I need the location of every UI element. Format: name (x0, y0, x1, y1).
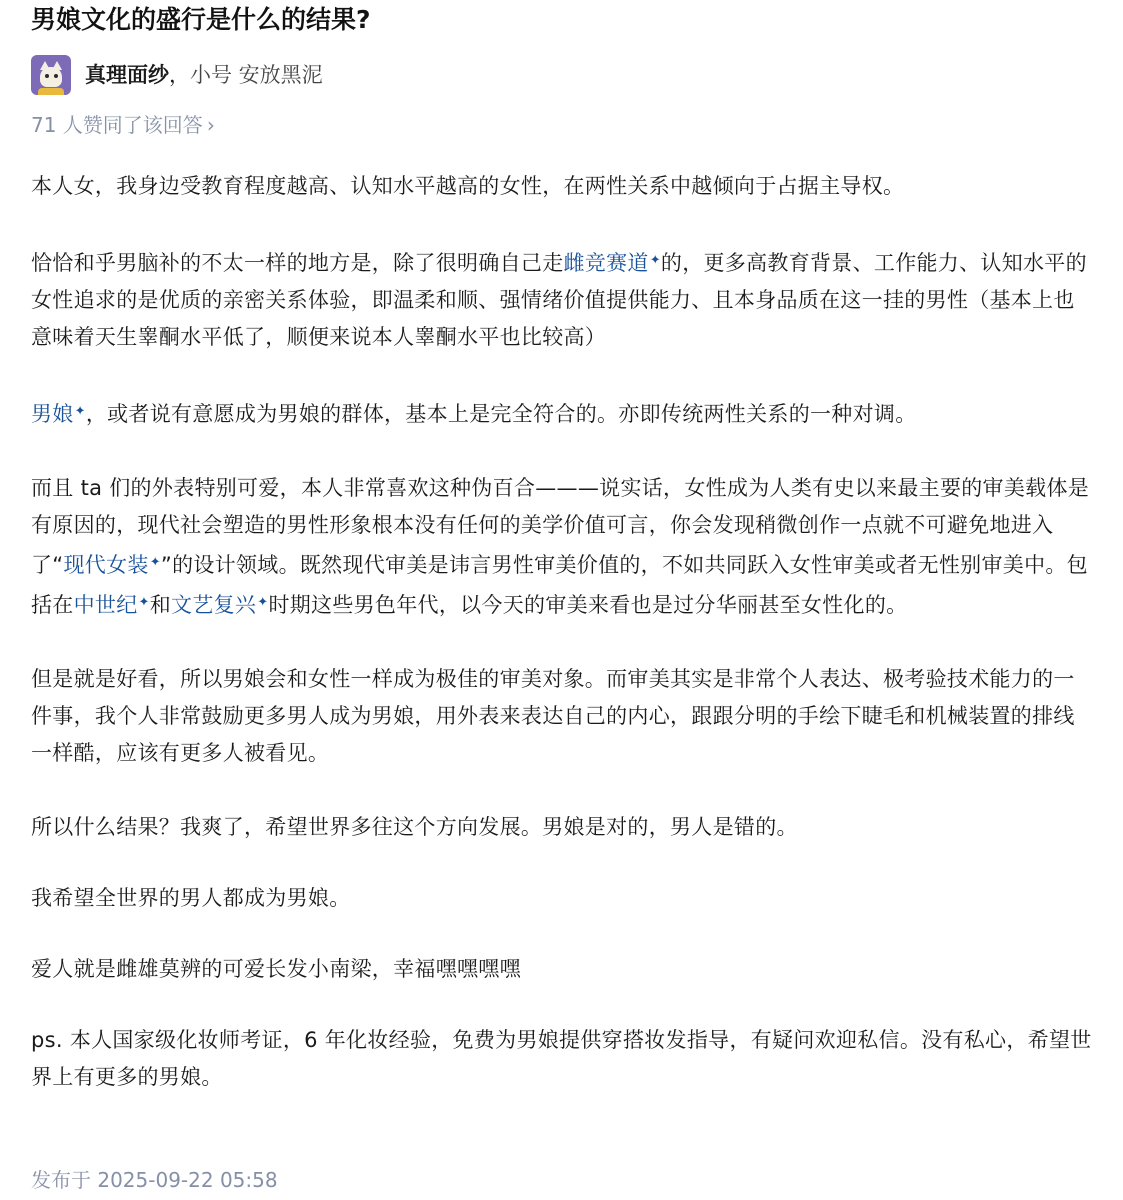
sparkle-icon: ✦ (149, 555, 161, 570)
paragraph-text: ”的设计领域。既然现代审美是讳言男性审美价值的，不如共同跃入女性审美或者无性别审美中。包括在 (31, 553, 1088, 617)
keyword-link-cijing[interactable] (564, 251, 661, 275)
paragraph-text: 时期这些男色年代，以今天的审美来看也是过分华丽甚至女性化的。 (268, 593, 908, 617)
sparkle-icon: ✦ (649, 253, 661, 268)
keyword-link-modern-womenswear[interactable] (63, 553, 160, 577)
publish-time[interactable]: 发布于 2025-09-22 05:58 (31, 1168, 278, 1192)
avatar-eye-left (45, 74, 49, 78)
answer-paragraph-5: 但是就是好看，所以男娘会和女性一样成为极佳的审美对象。而审美其实是非常个人表达、极考验技术能力的一件事，我个人非常鼓励更多男人成为男娘，用外表来表达自己的内心，跟跟分明的手绘下睫毛和机械装置的排线一样酷，应该有更多人被看见。 (31, 667, 1075, 765)
author-avatar[interactable] (31, 55, 71, 95)
author-headline: 小号 安放黑泥 (190, 63, 323, 87)
vote-count-link[interactable] (31, 111, 1093, 139)
keyword-link-renaissance[interactable] (171, 593, 268, 617)
chevron-right-icon: › (206, 113, 215, 137)
keyword-text: 男娘 (31, 402, 74, 426)
paragraph-text: 的，更多高教育背景、工作能力、认知水平的女性追求的是优质的亲密关系体验，即温柔和顺、强情绪价值提供能力、且本身品质在这一挂的男性（基本上也意味着天生睾酮水平低了，顺便来说本人睾酮水平也比较高） (31, 251, 1087, 349)
avatar-face (40, 67, 62, 87)
answer-content (31, 168, 1093, 1096)
answer-paragraph-6: 所以什么结果？我爽了，希望世界多往这个方向发展。男娘是对的，男人是错的。 (31, 815, 798, 839)
paragraph-text: 和 (149, 593, 172, 617)
answer-paragraph-8: 爱人就是雌雄莫辨的可爱长发小南梁，幸福嘿嘿嘿嘿 (31, 957, 521, 981)
sparkle-icon: ✦ (257, 595, 269, 610)
avatar-eye-right (54, 74, 58, 78)
keyword-text: 现代女装 (63, 553, 149, 577)
paragraph-text: ，或者说有意愿成为男娘的群体，基本上是完全符合的。亦即传统两性关系的一种对调。 (85, 402, 917, 426)
question-title[interactable]: 男娘文化的盛行是什么的结果? (31, 5, 371, 34)
keyword-text: 中世纪 (73, 593, 138, 617)
keyword-link-nanniang[interactable] (31, 402, 86, 426)
author-name[interactable]: 真理面纱 (85, 63, 169, 87)
answer-paragraph-2 (31, 242, 1093, 356)
author-separator: ， (169, 63, 190, 87)
sparkle-icon: ✦ (138, 595, 150, 610)
keyword-text: 文艺复兴 (171, 593, 257, 617)
avatar-collar (38, 88, 64, 95)
answer-paragraph-3 (31, 393, 1093, 433)
keyword-link-middle-ages[interactable] (74, 593, 150, 617)
sparkle-icon: ✦ (74, 404, 86, 419)
paragraph-text: 恰恰和乎男脑补的不太一样的地方是，除了很明确自己走 (31, 251, 564, 275)
author-text (85, 61, 323, 89)
answer-paragraph-4 (31, 470, 1093, 624)
answer-page (31, 0, 1093, 1192)
answer-paragraph-1: 本人女，我身边受教育程度越高、认知水平越高的女性，在两性关系中越倾向于占据主导权。 (31, 174, 905, 198)
author-info (31, 55, 1093, 95)
vote-count-label: 71 人赞同了该回答 (31, 113, 203, 137)
answer-paragraph-9: ps. 本人国家级化妆师考证，6 年化妆经验，免费为男娘提供穿搭妆发指导，有疑问欢迎私信。没有私心，希望世界上有更多的男娘。 (31, 1028, 1092, 1089)
paragraph-text: 而且 ta 们的外表特别可爱，本人非常喜欢这种伪百合———说实话，女性成为人类有史以来最主要的审美载体是有原因的，现代社会塑造的男性形象根本没有任何的美学价值可言，你会发现稍微创作一点就不可避免地进入了“ (31, 476, 1090, 577)
answer-paragraph-7: 我希望全世界的男人都成为男娘。 (31, 886, 351, 910)
keyword-text: 雌竞赛道 (563, 251, 649, 275)
